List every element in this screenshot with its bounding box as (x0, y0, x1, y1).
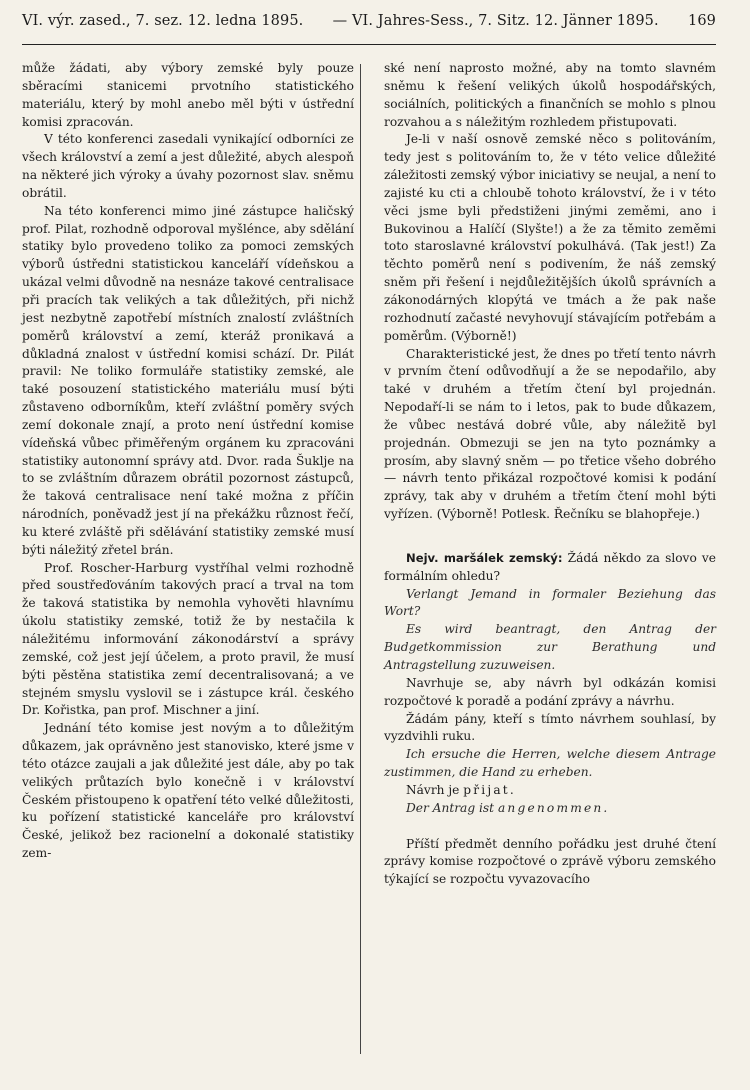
section-gap (384, 524, 716, 550)
paragraph: Žádám pány, kteří s tímto návrhem souhlasí, by vyzdvihli ruku. (384, 711, 716, 744)
verdict-czech (384, 782, 716, 800)
header-czech: VI. výr. zased., 7. sez. 12. ledna 1895. (22, 13, 304, 29)
paragraph: V této konferenci zasedali vynikající odborníci ze všech království a zemí a jest důležité, abych alespoň na některé jich výroky a úvahy pozornost slav. sněmu obrátil. (22, 132, 354, 200)
paragraph: ské není naprosto možné, aby na tomto slavném sněmu k řešení velikých úkolů hospodářských, sociálních, politických a finančních se mohlo s plnou rozvahou a s náležitým rozhledem přistupovati. (384, 61, 716, 129)
verdict-german-prefix: Der Antrag ist (406, 800, 495, 815)
paragraph: Jednání této komise jest novým a to důležitým důkazem, jak oprávněno jest stanovisko, které jsme v této otázce zaujali a jak důležité jest dále, aby po tak velikých průtazích bylo konečně i v království Českém přistoupeno k opatření této velké důležitosti, ku pořízení statistické kanceláře pro království České, jelikož bez racionelní a dokonalé statistiky zem- (22, 721, 354, 861)
speaker-paragraph (384, 550, 716, 586)
paragraph: Na této konferenci mimo jiné zástupce haličský prof. Pilat, rozhodně odporoval myšlénce, aby sdělání statiky bylo provedeno toliko za pomoci zemských výborů ústředni statistickou kanceláří vídeňskou a ukázal velmi důvodně na nesnáze takové centralisace při pracích tak velikých a tak důležitých, při nichž jest nezbytně zapotřebí místních znalostí zvláštních poměrů království a zemí, kteráž pronikavá a důkladná znalost v ústřední komisi schází. Dr. Pilát pravil: Ne toliko formuláře statistiky zemské, ale také posouzení statistického materiálu musí býti zůstaveno odborníkům, kteří zvláštní poměry svých zemí dokonale znají, a proto není ústřední komise vídeňská vůbec přiměřeným orgánem ku zpracováni statistiky autonomní správy atd. Dvor. rada Šuklje na to se zvláštním důrazem obrátil pozornost zástupců, že taková centralisace není také možna z příčin národních, poněvadž jest jí na překážku různost řečí, ku které zvláště při sdělávání statistiky zemské musí býti náležitý zřetel brán. (22, 203, 354, 557)
verdict-german (384, 800, 716, 818)
page-number: 169 (688, 13, 716, 29)
header-rule (22, 44, 716, 45)
paragraph: Prof. Roscher-Harburg vystříhal velmi rozhodně před soustřeďováním takových prací a trval na tom že taková statistika by nemohla vyhověti hlavnímu úkolu statistiky zemské, totiž že by nestačila k náležitému informování zákonodárství a správy zemské, což jest její účelem, a proto pravil, že musí býti pěstěna statistika zemí decentralisovaná; a ve stejném smyslu vyslovil se i zástupce král. českého Dr. Kořistka, pan prof. Mischner a jiní. (22, 560, 354, 718)
german-paragraph: Ich ersuche die Herren, welche diesem Antrage zustimmen, die Hand zu erheben. (384, 747, 716, 780)
section-gap (384, 818, 716, 836)
verdict-german-word: angenommen. (497, 800, 610, 815)
paragraph: Příští předmět denního pořádku jest druhé čtení zprávy komise rozpočtové o zprávě výboru zemského týkající se rozpočtu vyvazovacího (384, 836, 716, 887)
verdict-czech-prefix: Návrh je (406, 782, 460, 797)
german-paragraph: Verlangt Jemand in formaler Beziehung das Wort? (384, 586, 716, 619)
verdict-czech-word: přijat. (463, 782, 516, 797)
paragraph: Charakteristické jest, že dnes po třetí tento návrh v prvním čtení odůvodňují a že se nepodařilo, aby také v druhém a třetím čtení byl projednán. Nepodaří-li se nám to i letos, pak to bude důkazem, že vůbec nestává dobré vůle, aby náležitě byl projednán. Obmezuji se jen na tyto poznámky a prosím, aby slavný sněm — po třetice všeho dobrého — návrh tento přikázal rozpočtové komisi k podání zprávy, tak aby v druhém a třetím čtení mohl býti vyřízen. (Výborně! Potlesk. Řečníku se blahopřeje.) (384, 346, 716, 522)
speaker-text: Žádá někdo za slovo ve formálním ohledu? (384, 550, 716, 583)
german-paragraph: Es wird beantragt, den Antrag der Budgetkommission zur Berathung und Antragstellung zuzuweisen. (384, 622, 716, 672)
left-column (22, 60, 358, 889)
text-columns (22, 60, 716, 889)
paragraph: Navrhuje se, aby návrh byl odkázán komisi rozpočtové k poradě a podání zprávy a návrhu. (384, 675, 716, 708)
paragraph: Je-li v naší osnově zemské něco s politováním, tedy jest s politováním to, že v této velice důležité záležitosti zemský výbor iniciativy se neujal, a není to zajisté ku cti a chloubě tohoto království, že i v této věci jsme byli předstiženi jinými zeměmi, ano i Bukovinou a Halíčí (Slyšte!) a že za těmito zeměmi toto staroslavné království pokulhává. (Tak jest!) Za těchto poměrů není s podivením, že náš zemský sněm při řešení i nejdůležitějších úkolů správních a zákonodárných klopýtá ve tmách a že pak naše rozhodnutí začasté nevyhovují stávajícím potřebám a poměrům. (Výborně!) (384, 132, 716, 343)
running-header (22, 6, 716, 36)
header-german: — VI. Jahres-Sess., 7. Sitz. 12. Jänner 1895. (332, 13, 659, 29)
speaker-name: Nejv. maršálek zemský: (406, 550, 563, 565)
paragraph: může žádati, aby výbory zemské byly pouze sběracími stanicemi prvotního statistického materiálu, který by mohl anebo měl býti v ústřední komisi zpracován. (22, 61, 354, 129)
right-column (378, 60, 716, 889)
